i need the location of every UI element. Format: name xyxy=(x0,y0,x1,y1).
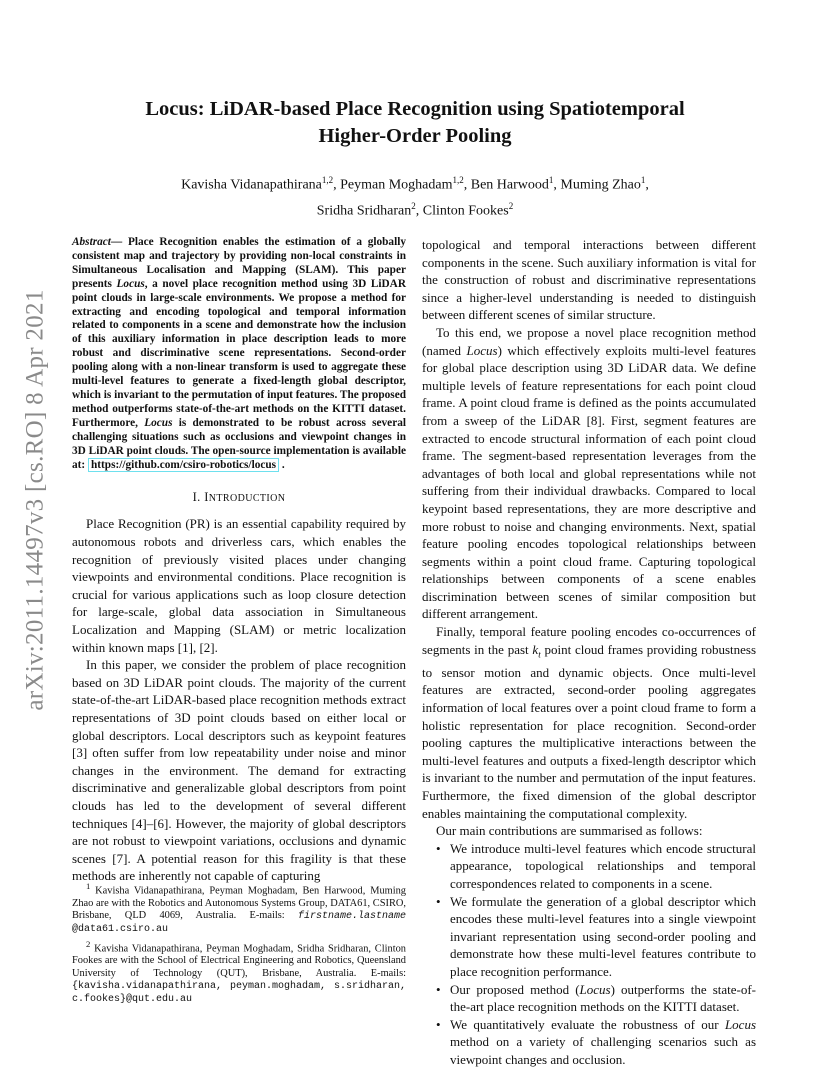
footnote-text: Kavisha Vidanapathirana, Peyman Moghadam, Sridha Sridharan, Clinton Fookes are with the School of Electrical Engineering and Robotics, Queensland University of Technology (QUT), Brisbane, Australia. E-mails: xyxy=(72,943,406,979)
intro-paragraph-4 xyxy=(422,324,756,623)
author-name: Kavisha Vidanapathirana xyxy=(181,177,322,193)
list-item: • We formulate the generation of a global descriptor which encodes these multi-level features into a single viewpoint invariant representation using second-order pooling and demonstrate how these multi-level features contribute to place recognition performance. xyxy=(436,893,756,981)
author-name: , Clinton Fookes xyxy=(415,203,509,219)
section-heading-introduction xyxy=(72,490,406,505)
abstract-label: Abstract xyxy=(72,236,111,248)
email-domain: @data61.csiro.au xyxy=(72,924,169,936)
paragraph-text: ) which effectively exploits multi-level features for global place description using 3D LiDAR data. We define multiple levels of feature representations for each point cloud frame. A point cloud frame is defined as the points accumulated from a sweep of the LiDAR [8]. First, segment features are extracted to encode structural information of each point cloud frame. The segment-based representation leverages from the advantages of both local and global representations while not suffering from their individual drawbacks. Compared to local keypoint based representations, they are more descriptive and more robust to noise and changing environments. Next, spatial feature pooling encodes topological relationships between segments within a point cloud frame. Capturing topological relationships between components of a scene enables discrimination between scenes of similar composition but different arrangement. xyxy=(422,342,756,622)
author-line-1 xyxy=(120,170,710,196)
email-pattern: firstname.lastname xyxy=(297,911,406,923)
author-affiliation: 2 xyxy=(508,200,514,211)
abstract-tail: . xyxy=(279,458,285,471)
author-name: , Ben Harwood xyxy=(463,177,549,193)
author-affiliation: 1 xyxy=(548,175,554,185)
paragraph-text: To this end, we propose a novel place recognition method (named xyxy=(422,324,756,358)
list-item xyxy=(436,981,756,1016)
abstract-text: is demonstrated to be robust across several challenging situations such as occlusions and viewpoint changes in 3D LiDAR point clouds. The open-source implementation is available at: xyxy=(72,416,406,471)
list-item xyxy=(436,1016,756,1069)
contributions-intro: Our main contributions are summarised as follows: xyxy=(436,823,703,839)
list-item: • We introduce multi-level features which encode structural appearance, topological relationships and temporal correspondences related to components in a scene. xyxy=(436,840,756,893)
github-link[interactable]: https://github.com/csiro-robotics/locus xyxy=(88,458,279,472)
abstract-text: — Place Recognition enables the estimation of a globally consistent map and trajectory by providing non-local constraints in Simultaneous Localisation and Mapping (SLAM). This paper presents xyxy=(72,236,406,290)
method-name: Locus xyxy=(579,981,611,997)
section-number: I. xyxy=(192,490,205,505)
footnote-1 xyxy=(72,880,406,937)
math-k: k xyxy=(532,641,539,657)
math-subscript: t xyxy=(538,649,541,660)
abstract xyxy=(72,236,406,472)
author-name: , Muming Zhao xyxy=(553,177,641,193)
author-line-2 xyxy=(120,196,710,222)
item-text: We quantitatively evaluate the robustness of our xyxy=(450,1016,725,1032)
contributions-list xyxy=(436,840,756,1069)
footnote-marker: 1 xyxy=(86,881,91,891)
abstract-text: , a novel place recognition method using 3D LiDAR point clouds in large-scale environments. We propose a method for extracting and encoding topological and temporal information related to components in a scene and demonstrate how the inclusion of this auxiliary information in place description leads to more robust and discriminative scene representations. Second-order pooling along with a non-linear transform is used to aggregate these multi-level features to generate a fixed-length global descriptor, which is invariant to the permutation of input features. The proposed method outperforms state-of-the-art methods on the KITTI dataset. Furthermore, xyxy=(72,277,406,429)
paragraph-text: point cloud frames providing robustness to sensor motion and dynamic objects. Once multi-level features are extracted, second-order pooling aggregates information of local features over a point cloud frame to form a holistic representation for place recognition. Second-order pooling captures the multiplicative interactions between the multi-level features and outputs a fixed-length descriptor which is invariant to the number and permutation of the input features. Furthermore, the fixed dimension of the global descriptor enables maintaining the computational complexity. xyxy=(422,641,756,821)
intro-paragraph-3: topological and temporal interactions between different components in the scene. Such auxiliary information is vital for the construction of robust and discriminative representations since a higher-level understanding is needed to distinguish between different scenes of similar structure. xyxy=(422,237,756,323)
intro-paragraph-1: Place Recognition (PR) is an essential capability required by autonomous robots and driverless cars, which enables the recognition of previously visited places under changing viewpoints and environmental conditions. Place recognition is crucial for various applications such as loop closure detection for large-scale, global data association in Simultaneous Localization and Mapping (SLAM) or metric localization within known maps [1], [2]. xyxy=(72,516,406,655)
method-name: Locus xyxy=(724,1016,756,1032)
author-name: Sridha Sridharan xyxy=(316,203,412,219)
intro-paragraph-2: In this paper, we consider the problem of place recognition based on 3D LiDAR point clouds. The majority of the current state-of-the-art LiDAR-based place recognition methods extract representations of 3D point clouds based on either local or global descriptors. Local descriptors such as keypoint features [3] often suffer from low repeatability under noise and minor changes in the environment. The demand for extracting discriminative and generalizable global descriptors from point clouds has led to the development of several different techniques [4]–[6]. However, the majority of global descriptors are not robust to viewpoint variations, occlusions and dynamic scenes [7]. A potential reason for this fragility is that these methods are inherently not capable of capturing xyxy=(72,657,406,884)
method-name: Locus xyxy=(144,416,173,429)
arxiv-side-stamp xyxy=(14,290,58,710)
item-text: ) outperforms the state-of-the-art place recognition methods on the KITTI dataset. xyxy=(450,981,757,1015)
item-text: Our proposed method ( xyxy=(450,981,580,997)
section-initial: I xyxy=(204,490,209,505)
email-list: {kavisha.vidanapathirana, peyman.moghadam, s.sridharan, c.fookes}@qut.edu.au xyxy=(72,981,406,1006)
title-line-2: Higher-Order Pooling xyxy=(318,125,512,147)
footnote-marker: 2 xyxy=(86,938,91,949)
author-affiliation: 2 xyxy=(411,200,416,211)
right-column xyxy=(422,236,756,1069)
author-affiliation: 1 xyxy=(640,175,646,185)
footnote-2 xyxy=(72,938,406,1007)
intro-paragraph-5 xyxy=(422,623,756,822)
author-separator: , xyxy=(645,177,649,193)
author-affiliation: 1,2 xyxy=(452,175,464,185)
author-affiliation: 1,2 xyxy=(321,175,334,185)
footnotes xyxy=(72,880,406,1008)
method-name: Locus xyxy=(116,277,145,290)
item-text: method on a variety of challenging scenarios such as viewpoint changes and occlusion. xyxy=(450,1034,756,1067)
paper-title xyxy=(100,96,730,150)
section-rest: NTRODUCTION xyxy=(208,493,286,505)
method-name: Locus xyxy=(466,342,498,358)
paragraph-text: Finally, temporal feature pooling encodes co-occurrences of segments in the past xyxy=(422,624,756,657)
arxiv-stamp-text: arXiv:2011.14497v3 [cs.RO] 8 Apr 2021 xyxy=(22,289,49,711)
author-list xyxy=(120,170,710,221)
author-name: , Peyman Moghadam xyxy=(333,177,453,193)
left-column xyxy=(72,236,406,885)
footnote-text: Kavisha Vidanapathirana, Peyman Moghadam, Ben Harwood, Muming Zhao are with the Robotics and Autonomous Systems Group, DATA61, CSIRO, Brisbane, QLD 4069, Australia. E-mails: xyxy=(72,885,406,922)
title-line-1: Locus: LiDAR-based Place Recognition using Spatiotemporal xyxy=(145,98,685,120)
